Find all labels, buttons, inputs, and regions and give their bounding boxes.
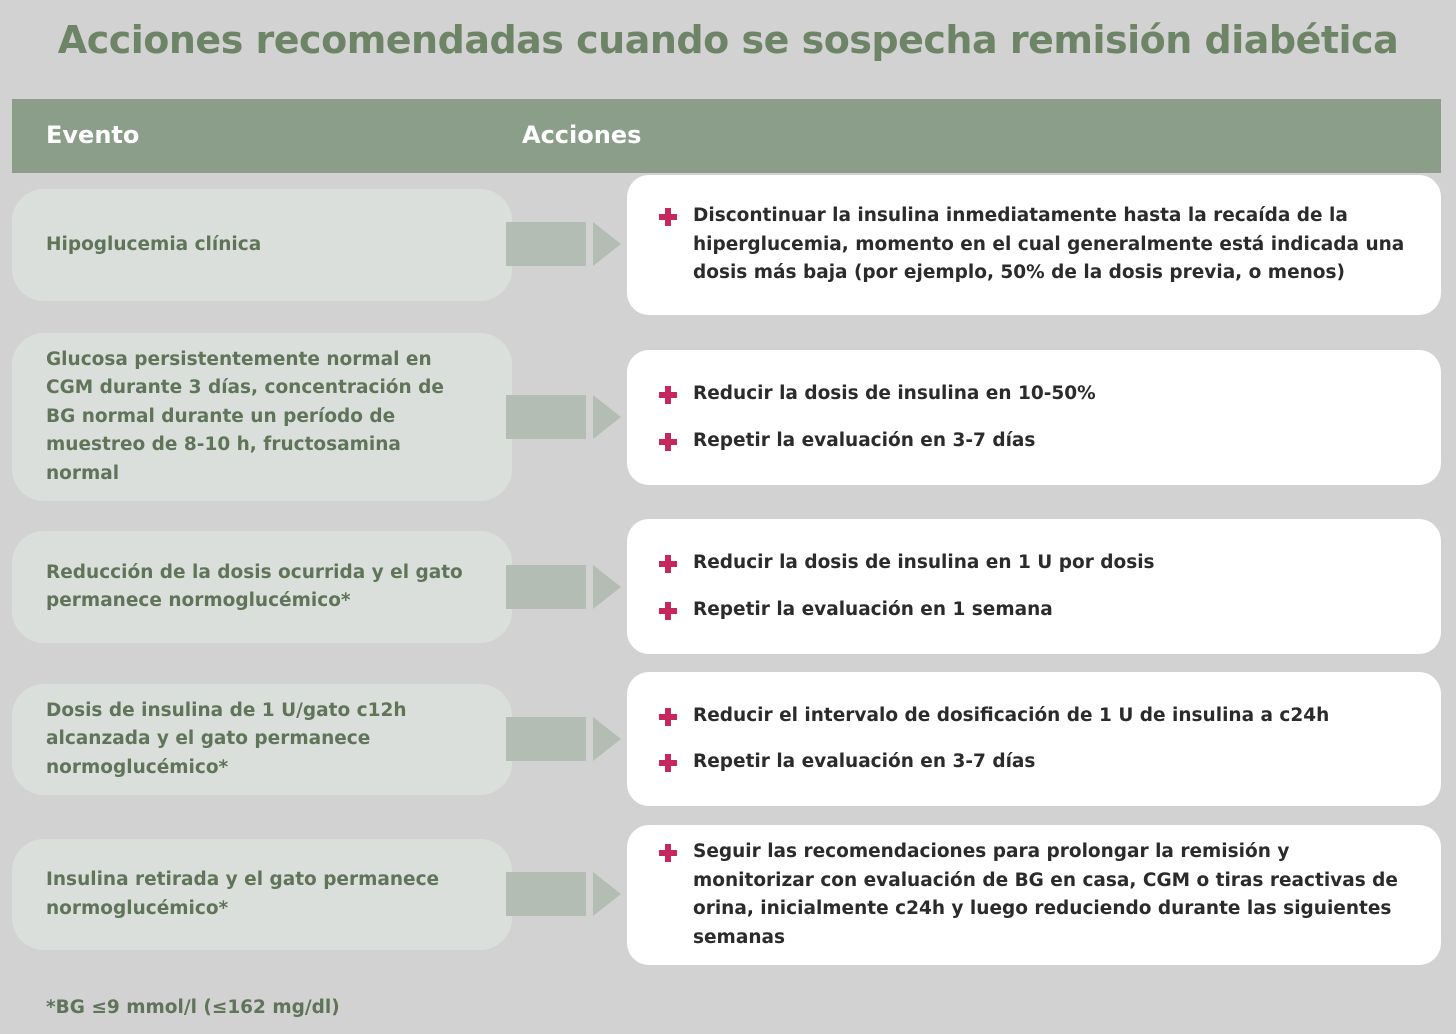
arrow-right-icon	[593, 395, 621, 439]
arrow-connector	[506, 395, 586, 439]
action-text: Repetir la evaluación en 1 semana	[693, 598, 1053, 620]
arrow-right-icon	[593, 565, 621, 609]
action-text: Discontinuar la insulina inmediatamente hasta la recaída de la hiperglucemia, momento en el cual generalmente está indicada una dosis más baja (por ejemplo, 50% de la dosis previa, o menos)	[693, 205, 1405, 284]
action-text: Repetir la evaluación en 3-7 días	[693, 751, 1036, 772]
event-text: Hipoglucemia clínica	[46, 233, 262, 255]
plus-icon	[659, 433, 677, 451]
action-box	[627, 175, 1441, 315]
event-text: Dosis de insulina de 1 U/gato c12h alcanzada y el gato permanece normoglucémico*	[46, 699, 407, 778]
page-title: Acciones recomendadas cuando se sospecha remisión diabética	[57, 18, 1399, 62]
action-box	[627, 519, 1441, 654]
action-item	[659, 702, 1411, 731]
plus-icon	[659, 708, 677, 726]
action-item	[659, 748, 1411, 777]
action-text: Reducir la dosis de insulina en 10-50%	[693, 383, 1096, 404]
header-evento: Evento	[46, 121, 140, 149]
arrow-right-icon	[593, 872, 621, 916]
action-text: Reducir el intervalo de dosificación de 1 U de insulina a c24h	[693, 704, 1330, 726]
footnote: *BG ≤9 mmol/l (≤162 mg/dl)	[46, 997, 340, 1018]
action-text: Seguir las recomendaciones para prolongar la remisión y monitorizar con evaluación de BG en casa, CGM o tiras reactivas de orina, inicialmente c24h y luego reduciendo durante las siguientes semanas	[693, 841, 1398, 948]
arrow-right-icon	[593, 222, 621, 266]
event-box	[12, 333, 512, 501]
arrow-connector	[506, 872, 586, 916]
event-text: Glucosa persistentemente normal en CGM durante 3 días, concentración de BG normal durante un período de muestreo de 8-10 h, fructosamina normal	[46, 348, 444, 484]
action-box	[627, 350, 1441, 485]
action-item	[659, 838, 1411, 952]
plus-icon	[659, 555, 677, 573]
plus-icon	[659, 386, 677, 404]
plus-icon	[659, 602, 677, 620]
plus-icon	[659, 208, 677, 226]
table-header	[12, 99, 1441, 173]
arrow-connector	[506, 717, 586, 761]
event-box	[12, 531, 512, 643]
action-text: Repetir la evaluación en 3-7 días	[693, 429, 1036, 451]
arrow-connector	[506, 565, 586, 609]
plus-icon	[659, 754, 677, 772]
action-item	[659, 596, 1411, 625]
action-item	[659, 427, 1411, 456]
event-box	[12, 684, 512, 795]
event-text: Insulina retirada y el gato permanece normoglucémico*	[46, 869, 440, 919]
header-acciones: Acciones	[522, 121, 642, 149]
action-item	[659, 380, 1411, 409]
action-item	[659, 202, 1411, 288]
action-text: Reducir la dosis de insulina en 1 U por dosis	[693, 552, 1155, 573]
event-text: Reducción de la dosis ocurrida y el gato permanece normoglucémico*	[46, 561, 463, 611]
plus-icon	[659, 844, 677, 862]
action-box	[627, 672, 1441, 806]
event-box	[12, 839, 512, 950]
arrow-connector	[506, 222, 586, 266]
action-item	[659, 549, 1411, 578]
action-box	[627, 825, 1441, 965]
arrow-right-icon	[593, 717, 621, 761]
event-box	[12, 189, 512, 301]
